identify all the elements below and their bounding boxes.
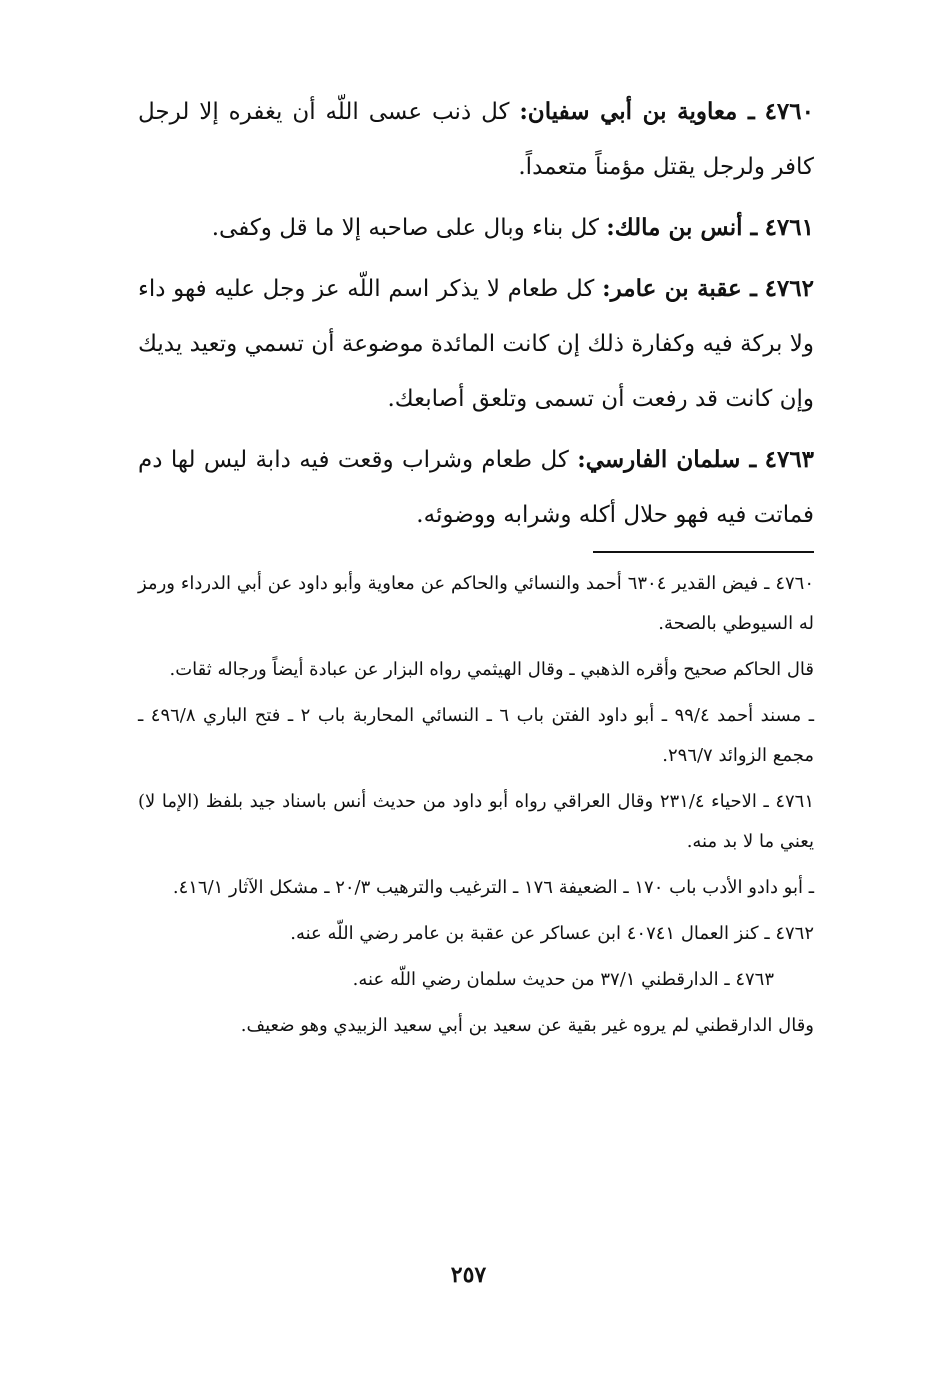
hadith-entry: ٤٧٦٢ ـ عقبة بن عامر: كل طعام لا يذكر اسم اللّه عز وجل عليه فهو داء ولا بركة فيه وكفارة ذلك إن كانت المائدة موضوعة أن تسمي وتعيد يديك وإن كانت قد رفعت أن تسمى وتلعق أصابعك. [138,275,814,412]
hadith-text: كل طعام لا يذكر اسم اللّه عز وجل عليه فهو داء ولا بركة فيه وكفارة ذلك إن كانت المائدة موضوعة أن تسمي وتعيد يديك وإن كانت قد رفعت أن تسمى وتلعق أصابعك. [138,276,814,412]
hadith-number: ٤٧٦٢ [764,275,814,302]
narrator-name: معاوية بن أبي سفيان: [519,98,738,125]
hadith-text: كل بناء وبال على صاحبه إلا ما قل وكفى. [211,215,599,241]
hadith-entry: ٤٧٦١ ـ أنس بن مالك: كل بناء وبال على صاحبه إلا ما قل وكفى. [211,214,814,241]
footnote: ٤٧٦٣ ـ الدارقطني ٣٧/١ من حديث سلمان رضي اللّه عنه. [352,969,774,990]
footnote: قال الحاكم صحيح وأقره الذهبي ـ وقال الهيثمي رواه البزار عن عبادة أيضاً ورجاله ثقات. [169,659,814,680]
narrator-name: أنس بن مالك: [606,214,743,241]
footnote: ـ مسند أحمد ٩٩/٤ ـ أبو داود الفتن باب ٦ ـ النسائي المحاربة باب ٢ ـ فتح الباري ٤٩٦/٨ ـ مجمع الزوائد ٢٩٦/٧. [138,705,815,766]
hadith-number: ٤٧٦٠ [764,98,814,125]
hadith-entry: ٤٧٦٣ ـ سلمان الفارسي: كل طعام وشراب وقعت فيه دابة ليس لها دم فماتت فيه فهو حلال أكله وشرابه ووضوئه. [138,446,815,528]
hadith-text: كل ذنب عسى اللّه أن يغفره إلا لرجل كافر ولرجل يقتل مؤمناً متعمداً. [138,99,814,180]
hadith-number: ٤٧٦١ [764,214,814,241]
footnote: وقال الدارقطني لم يروه غير بقية عن سعيد بن أبي سعيد الزبيدي وهو ضعيف. [240,1015,814,1036]
footnote: ٤٧٦٢ ـ كنز العمال ٤٠٧٤١ ابن عساكر عن عقبة بن عامر رضي اللّه عنه. [290,923,814,944]
footnote: ٤٧٦٠ ـ فيض القدير ٦٣٠٤ أحمد والنسائي والحاكم عن معاوية وأبو داود عن أبي الدرداء ورمز له السيوطي بالصحة. [138,573,814,634]
footnote-separator [593,551,814,553]
hadith-number: ٤٧٦٣ [764,446,815,473]
hadith-entry: ٤٧٦٠ ـ معاوية بن أبي سفيان: كل ذنب عسى اللّه أن يغفره إلا لرجل كافر ولرجل يقتل مؤمناً متعمداً. [138,98,814,180]
narrator-name: سلمان الفارسي: [577,446,741,473]
footnote: ٤٧٦١ ـ الاحياء ٢٣١/٤ وقال العراقي رواه أبو داود من حديث أنس باسناد جيد بلفظ (الإما لا) يعني ما لا بد منه. [138,791,814,852]
main-text [138,84,814,548]
hadith-text: كل طعام وشراب وقعت فيه دابة ليس لها دم فماتت فيه فهو حلال أكله وشرابه ووضوئه. [138,447,814,528]
narrator-name: عقبة بن عامر: [602,275,742,302]
footnote: ـ أبو دادو الأدب باب ١٧٠ ـ الضعيفة ١٧٦ ـ الترغيب والترهيب ٢٠/٣ ـ مشكل الآثار ٤١٦/١. [172,877,814,898]
page-number: ٢٥٧ [450,1262,487,1288]
footnotes [138,564,814,1052]
